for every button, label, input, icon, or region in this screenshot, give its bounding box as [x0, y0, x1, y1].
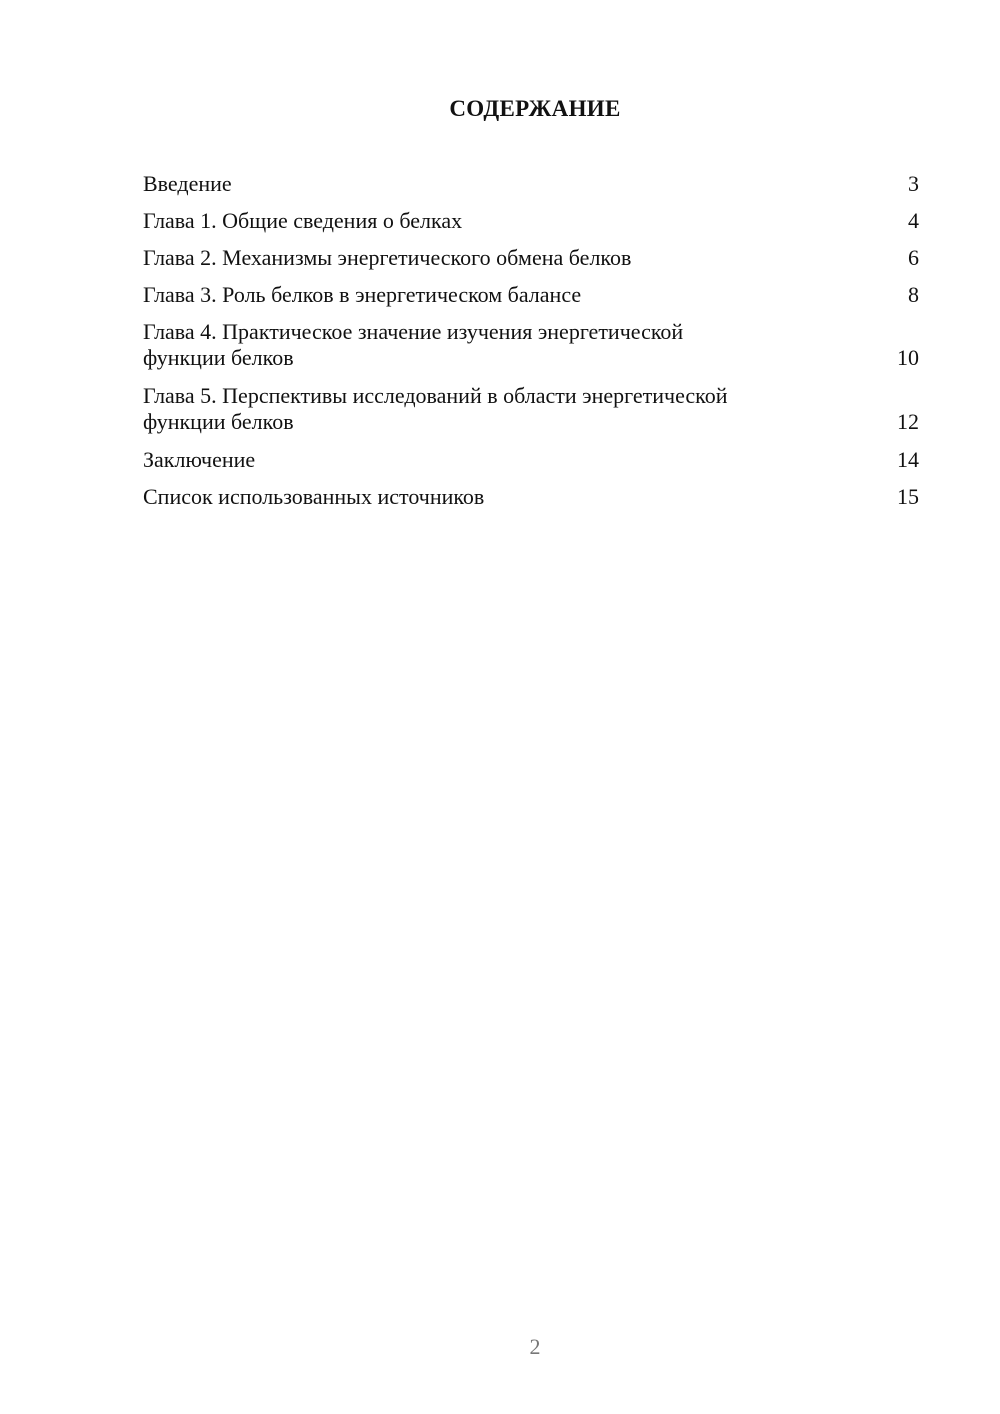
toc-entry-title — [143, 447, 255, 473]
toc-entry-title-line: Глава 3. Роль белков в энергетическом балансе — [143, 282, 582, 307]
toc-entry-page: 15 — [897, 484, 919, 509]
toc-entry-page: 12 — [897, 409, 919, 434]
toc-entry-page: 4 — [908, 208, 919, 233]
toc-entry-title-line: Введение — [143, 171, 232, 196]
table-of-contents — [143, 171, 919, 521]
toc-entry-title — [143, 282, 581, 308]
toc-entry-chapter-1 — [143, 208, 919, 234]
toc-entry-title-line: Глава 4. Практическое значение изучения энергетической — [143, 319, 684, 344]
toc-entry-title — [143, 245, 631, 271]
toc-entry-title-line: функции белков — [143, 409, 294, 434]
toc-entry-references — [143, 484, 919, 510]
toc-entry-page: 6 — [908, 245, 919, 270]
toc-entry-title-line: Список использованных источников — [143, 484, 485, 509]
toc-entry-introduction — [143, 171, 919, 197]
toc-entry-title — [143, 319, 683, 371]
toc-entry-chapter-2 — [143, 245, 919, 271]
toc-entry-conclusion — [143, 447, 919, 473]
toc-entry-page: 10 — [897, 345, 919, 370]
toc-entry-title — [143, 208, 462, 234]
toc-entry-title — [143, 484, 484, 510]
toc-entry-page: 14 — [897, 447, 919, 472]
toc-entry-page: 3 — [908, 171, 919, 196]
toc-entry-title-line: Заключение — [143, 447, 256, 472]
toc-entry-title-line: Глава 5. Перспективы исследований в области энергетической — [143, 383, 728, 408]
toc-entry-title-line: функции белков — [143, 345, 294, 370]
toc-entry-title-line: Глава 1. Общие сведения о белках — [143, 208, 463, 233]
page-title: СОДЕРЖАНИЕ — [449, 96, 621, 121]
toc-entry-chapter-3 — [143, 282, 919, 308]
toc-entry-title — [143, 383, 728, 435]
toc-entry-title — [143, 171, 232, 197]
toc-entry-chapter-4 — [143, 319, 919, 371]
toc-entry-chapter-5 — [143, 383, 919, 435]
page-number: 2 — [529, 1334, 541, 1359]
toc-entry-page: 8 — [908, 282, 919, 307]
toc-entry-title-line: Глава 2. Механизмы энергетического обмена белков — [143, 245, 632, 270]
